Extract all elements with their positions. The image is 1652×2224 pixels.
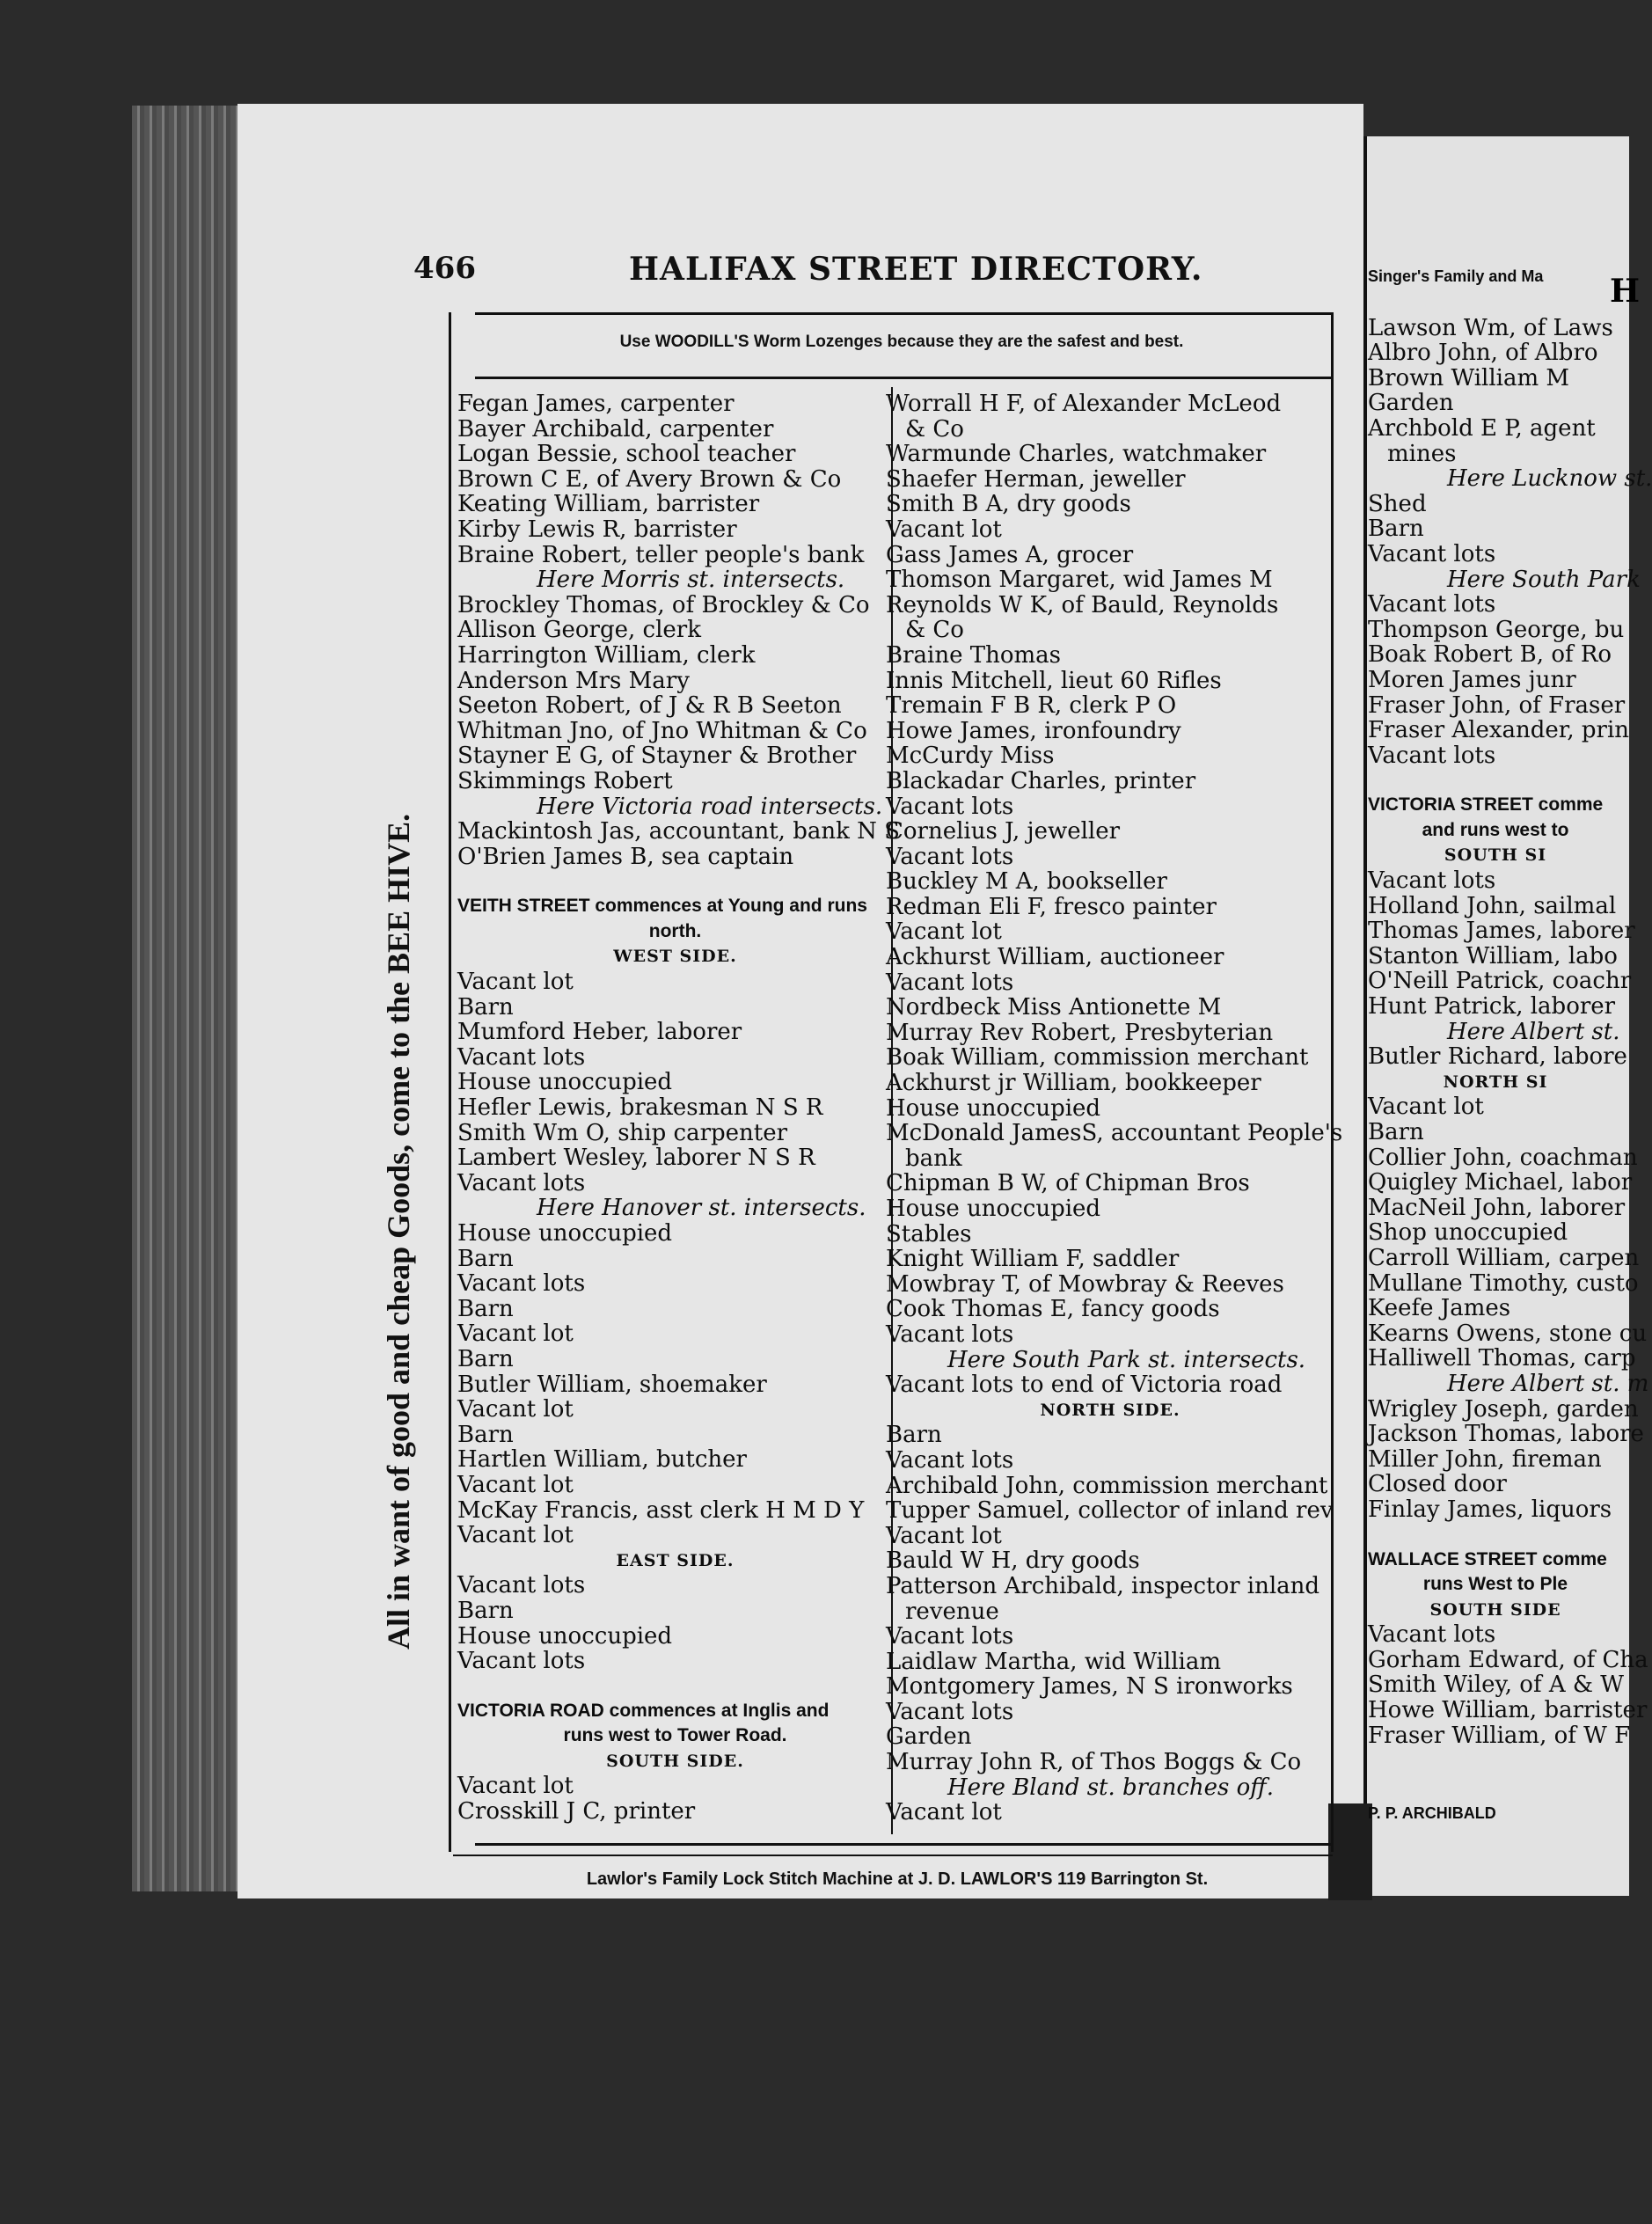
directory-entry: Warmunde Charles, watchmaker xyxy=(886,441,1267,468)
directory-entry: Albro John, of Albro xyxy=(1368,340,1598,367)
directory-entry: Hefler Lewis, brakesman N S R xyxy=(457,1094,823,1122)
directory-entry: Butler Richard, labore xyxy=(1368,1043,1627,1071)
side-heading: EAST SIDE. xyxy=(616,1550,735,1570)
directory-entry: Barn xyxy=(457,1597,514,1624)
bottom-rule-lower xyxy=(453,1855,1333,1856)
directory-entry: House unoccupied xyxy=(457,1220,673,1247)
directory-entry: Vacant lots xyxy=(886,793,1014,820)
directory-entry: Finlay James, liquors xyxy=(1368,1496,1612,1523)
directory-entry: Butler William, shoemaker xyxy=(457,1371,767,1398)
right-bottom-advertisement: P. P. ARCHIBALD xyxy=(1368,1804,1496,1823)
directory-entry: Laidlaw Martha, wid William xyxy=(886,1648,1221,1675)
directory-entry: Harrington William, clerk xyxy=(457,641,756,669)
directory-entry: Braine Thomas xyxy=(886,641,1061,669)
directory-entry: Tupper Samuel, collector of inland rev xyxy=(886,1497,1334,1525)
directory-entry: McDonald JamesS, accountant People's xyxy=(886,1120,1343,1147)
side-heading: NORTH SI xyxy=(1443,1072,1548,1092)
street-heading-continuation: north. xyxy=(648,920,702,941)
directory-entry: Vacant lots xyxy=(886,843,1014,870)
directory-entry: Barn xyxy=(1368,1119,1424,1145)
directory-entry: Vacant lots xyxy=(886,1623,1014,1650)
middle-column xyxy=(886,391,1343,1826)
street-heading: WALLACE STREET comme xyxy=(1368,1548,1607,1569)
directory-entry: MacNeil John, laborer xyxy=(1368,1194,1626,1221)
cross-street-note: Here Victoria road intersects. xyxy=(537,793,883,820)
directory-entry: House unoccupied xyxy=(457,1069,673,1096)
directory-entry: Kirby Lewis R, barrister xyxy=(457,516,737,543)
directory-entry: Mackintosh Jas, accountant, bank N S xyxy=(457,818,900,845)
directory-entry: Vacant lot xyxy=(886,1522,1002,1549)
directory-entry: Quigley Michael, labor xyxy=(1368,1169,1633,1196)
directory-entry: Barn xyxy=(457,1295,514,1322)
directory-entry: Smith Wiley, of A & W xyxy=(1368,1672,1625,1699)
directory-entry: Ackhurst jr William, bookkeeper xyxy=(886,1070,1261,1097)
directory-entry: Shed xyxy=(1368,490,1427,517)
directory-entry: Ackhurst William, auctioneer xyxy=(886,944,1224,971)
directory-entry: Knight William F, saddler xyxy=(886,1246,1180,1273)
directory-entry: Vacant lots xyxy=(457,1169,586,1196)
book-spine-edge xyxy=(132,106,255,1891)
directory-entry: Carroll William, carpen xyxy=(1368,1244,1640,1271)
right-running-title: H xyxy=(1610,273,1641,310)
side-heading: SOUTH SIDE xyxy=(1429,1599,1561,1620)
directory-entry: Reynolds W K, of Bauld, Reynolds xyxy=(886,591,1279,618)
directory-entry: Vacant lots xyxy=(886,1446,1014,1474)
directory-entry: Bauld W H, dry goods xyxy=(886,1547,1140,1575)
entry-continuation: mines xyxy=(1387,440,1457,467)
top-rule-lower xyxy=(475,377,1333,379)
entry-continuation: revenue xyxy=(905,1598,999,1625)
directory-entry: Thomas James, laborer xyxy=(1368,918,1635,945)
side-heading: NORTH SIDE. xyxy=(1040,1400,1181,1420)
page-number: 466 xyxy=(413,251,476,286)
directory-entry: Murray John R, of Thos Boggs & Co xyxy=(886,1749,1302,1776)
top-advertisement: Use WOODILL'S Worm Lozenges because they are the safest and best. xyxy=(619,333,1184,351)
directory-entry: Stables xyxy=(886,1220,972,1247)
directory-entry: House unoccupied xyxy=(886,1196,1101,1222)
directory-entry: Nordbeck Miss Antionette M xyxy=(886,994,1222,1021)
directory-entry: Vacant lot xyxy=(886,918,1002,946)
running-title: HALIFAX STREET DIRECTORY. xyxy=(629,251,1203,288)
street-heading-continuation: runs West to Ple xyxy=(1422,1574,1568,1595)
directory-entry: Montgomery James, N S ironworks xyxy=(886,1673,1293,1701)
directory-entry: Vacant lots xyxy=(457,1270,586,1298)
directory-entry: Boak Robert B, of Ro xyxy=(1368,641,1612,669)
directory-entry: Boak William, commission merchant xyxy=(886,1044,1309,1072)
directory-entry: Barn xyxy=(457,1245,514,1272)
directory-entry: Vacant lot xyxy=(886,1799,1002,1826)
directory-entry: Murray Rev Robert, Presbyterian xyxy=(886,1019,1274,1046)
directory-entry: Halliwell Thomas, carp xyxy=(1368,1345,1636,1372)
cross-street-note: Here Bland st. branches off. xyxy=(947,1774,1274,1801)
directory-entry: Innis Mitchell, lieut 60 Rifles xyxy=(886,667,1222,694)
cross-street-note: Here Lucknow st. xyxy=(1447,465,1652,493)
directory-entry: Fraser William, of W F xyxy=(1368,1722,1631,1749)
directory-entry: Vacant lots xyxy=(457,1648,586,1675)
directory-entry: Barn xyxy=(1368,516,1424,543)
directory-entry: Vacant lots xyxy=(886,969,1014,996)
directory-entry: Vacant lot xyxy=(457,1522,574,1549)
side-advertisement: All in want of good and cheap Goods, come to the BEE HIVE. xyxy=(381,813,416,1650)
directory-entry: Vacant lot xyxy=(1368,1094,1484,1121)
directory-entry: Cook Thomas E, fancy goods xyxy=(886,1296,1220,1323)
directory-entry: Garden xyxy=(886,1723,972,1751)
cross-street-note: Here Albert st. m xyxy=(1447,1370,1649,1397)
directory-entry: Smith B A, dry goods xyxy=(886,491,1131,518)
directory-entry: Chipman B W, of Chipman Bros xyxy=(886,1170,1250,1197)
directory-entry: Barn xyxy=(886,1422,942,1449)
entry-continuation: bank xyxy=(905,1145,962,1172)
directory-entry: Thomson Margaret, wid James M xyxy=(886,567,1273,594)
directory-entry: Tremain F B R, clerk P O xyxy=(886,692,1177,720)
directory-entry: Cornelius J, jeweller xyxy=(886,818,1121,845)
bottom-advertisement: Lawlor's Family Lock Stitch Machine at J. D. LAWLOR'S 119 Barrington St. xyxy=(586,1869,1209,1889)
directory-entry: Lawson Wm, of Laws xyxy=(1368,314,1613,341)
directory-entry: Mullane Timothy, custo xyxy=(1368,1269,1639,1297)
left-column xyxy=(457,391,900,1825)
directory-entry: Archbold E P, agent xyxy=(1368,414,1596,442)
directory-entry: Mowbray T, of Mowbray & Reeves xyxy=(886,1270,1284,1298)
directory-entry: Vacant lot xyxy=(457,1320,574,1348)
directory-entry: Logan Bessie, school teacher xyxy=(457,441,796,468)
street-heading: VICTORIA STREET comme xyxy=(1368,794,1604,816)
directory-entry: Shaefer Herman, jeweller xyxy=(886,465,1186,493)
directory-entry: Anderson Mrs Mary xyxy=(457,667,690,694)
directory-entry: Buckley M A, bookseller xyxy=(886,868,1167,896)
directory-entry: Vacant lots xyxy=(1368,1621,1496,1649)
top-rule xyxy=(475,312,1333,315)
directory-entry: Barn xyxy=(457,1345,514,1372)
directory-entry: Allison George, clerk xyxy=(457,617,701,644)
directory-entry: Whitman Jno, of Jno Whitman & Co xyxy=(457,717,867,744)
directory-entry: Gass James A, grocer xyxy=(886,541,1134,568)
spacer xyxy=(1368,1523,1623,1547)
directory-entry: McKay Francis, asst clerk H M D Y xyxy=(457,1496,865,1524)
spacer xyxy=(457,1674,893,1699)
right-page-column xyxy=(1368,264,1652,1826)
directory-entry: O'Brien James B, sea captain xyxy=(457,843,794,870)
directory-entry: Hunt Patrick, laborer xyxy=(1368,993,1616,1021)
directory-entry: Vacant lots xyxy=(1368,867,1496,895)
directory-entry: Vacant lots xyxy=(457,1043,586,1071)
directory-entry: Brown William M xyxy=(1368,364,1570,391)
directory-entry: Fraser Alexander, prin xyxy=(1368,717,1630,744)
directory-entry: Keefe James xyxy=(1368,1295,1511,1322)
cross-street-note: Here South Park st. intersects. xyxy=(947,1346,1306,1373)
cross-street-note: Here South Park xyxy=(1447,566,1641,593)
spacer xyxy=(457,869,893,894)
directory-entry: Kearns Owens, stone cu xyxy=(1368,1320,1648,1347)
directory-entry: Barn xyxy=(457,1421,514,1448)
directory-entry: McCurdy Miss xyxy=(886,743,1055,770)
directory-entry: Vacant lots xyxy=(1368,742,1496,769)
street-heading-continuation: runs west to Tower Road. xyxy=(563,1725,787,1746)
bottom-rule xyxy=(475,1843,1333,1846)
directory-entry: Smith Wm O, ship carpenter xyxy=(457,1119,788,1146)
directory-entry: Vacant lots to end of Victoria road xyxy=(886,1372,1283,1399)
directory-entry: House unoccupied xyxy=(886,1094,1101,1122)
page-header xyxy=(413,251,1319,295)
directory-entry: Garden xyxy=(1368,390,1454,417)
directory-entry: Brown C E, of Avery Brown & Co xyxy=(457,465,842,493)
directory-entry: Fraser John, of Fraser xyxy=(1368,691,1626,719)
directory-entry: Brockley Thomas, of Brockley & Co xyxy=(457,591,870,618)
side-heading: SOUTH SI xyxy=(1444,845,1547,866)
directory-entry: Holland John, sailmal xyxy=(1368,892,1617,919)
directory-entry: Wrigley Joseph, garden xyxy=(1368,1395,1639,1423)
entry-continuation: & Co xyxy=(905,415,964,443)
directory-entry: Vacant lot xyxy=(457,1773,574,1800)
directory-entry: Vacant lot xyxy=(457,969,574,996)
directory-entry: Mumford Heber, laborer xyxy=(457,1019,742,1046)
cross-street-note: Here Morris st. intersects. xyxy=(537,567,845,594)
directory-entry: Jackson Thomas, labore xyxy=(1368,1421,1644,1448)
directory-entry: Collier John, coachman xyxy=(1368,1144,1638,1171)
directory-entry: Vacant lot xyxy=(886,516,1002,543)
directory-entry: Moren James junr xyxy=(1368,666,1576,693)
directory-entry: Lambert Wesley, laborer N S R xyxy=(457,1145,815,1172)
directory-entry: Braine Robert, teller people's bank xyxy=(457,541,865,568)
directory-entry: Barn xyxy=(457,993,514,1021)
directory-entry: Fegan James, carpenter xyxy=(457,391,735,417)
right-top-advertisement: Singer's Family and Ma xyxy=(1368,267,1544,285)
directory-entry: Closed door xyxy=(1368,1471,1507,1498)
directory-entry: Keating William, barrister xyxy=(457,491,760,518)
directory-entry: Gorham Edward, of Cha xyxy=(1368,1646,1648,1673)
entry-continuation: & Co xyxy=(905,617,964,644)
directory-entry: Vacant lots xyxy=(886,1698,1014,1725)
directory-entry: Blackadar Charles, printer xyxy=(886,767,1196,794)
directory-entry: Howe William, barrister xyxy=(1368,1697,1648,1724)
directory-entry: Hartlen William, butcher xyxy=(457,1446,747,1474)
directory-entry: Howe James, ironfoundry xyxy=(886,717,1181,744)
directory-entry: Crosskill J C, printer xyxy=(457,1798,696,1825)
directory-entry: Vacant lot xyxy=(457,1396,574,1423)
directory-entry: Patterson Archibald, inspector inland xyxy=(886,1572,1320,1599)
directory-entry: Skimmings Robert xyxy=(457,767,673,794)
directory-entry: Archibald John, commission merchant xyxy=(886,1472,1328,1499)
directory-entry: Bayer Archibald, carpenter xyxy=(457,415,774,443)
directory-entry: Stanton William, labo xyxy=(1368,942,1618,969)
directory-entry: Shop unoccupied xyxy=(1368,1219,1568,1247)
directory-entry: Vacant lots xyxy=(1368,540,1496,567)
directory-entry: Seeton Robert, of J & R B Seeton xyxy=(457,692,842,720)
directory-entry: Vacant lots xyxy=(1368,591,1496,618)
cross-street-note: Here Hanover st. intersects. xyxy=(537,1195,866,1222)
directory-entry: O'Neill Patrick, coachr xyxy=(1368,968,1632,995)
directory-entry: House unoccupied xyxy=(457,1622,673,1650)
street-heading: VEITH STREET commences at Young and runs xyxy=(457,896,867,917)
directory-entry: Thompson George, bu xyxy=(1368,616,1625,643)
side-heading: SOUTH SIDE. xyxy=(606,1751,744,1771)
directory-entry: Vacant lot xyxy=(457,1471,574,1498)
cross-street-note: Here Albert st. xyxy=(1447,1018,1620,1045)
directory-entry: Vacant lots xyxy=(457,1572,586,1599)
directory-entry: Redman Eli F, fresco painter xyxy=(886,893,1217,920)
side-heading: WEST SIDE. xyxy=(613,947,737,967)
directory-entry: Worrall H F, of Alexander McLeod xyxy=(886,391,1282,417)
street-heading-continuation: and runs west to xyxy=(1422,819,1569,840)
directory-entry: Miller John, fireman xyxy=(1368,1445,1602,1473)
directory-entry: Stayner E G, of Stayner & Brother xyxy=(457,743,857,770)
street-heading: VICTORIA ROAD commences at Inglis and xyxy=(457,1700,830,1721)
directory-entry: Vacant lots xyxy=(886,1320,1014,1348)
spacer xyxy=(1368,768,1623,793)
